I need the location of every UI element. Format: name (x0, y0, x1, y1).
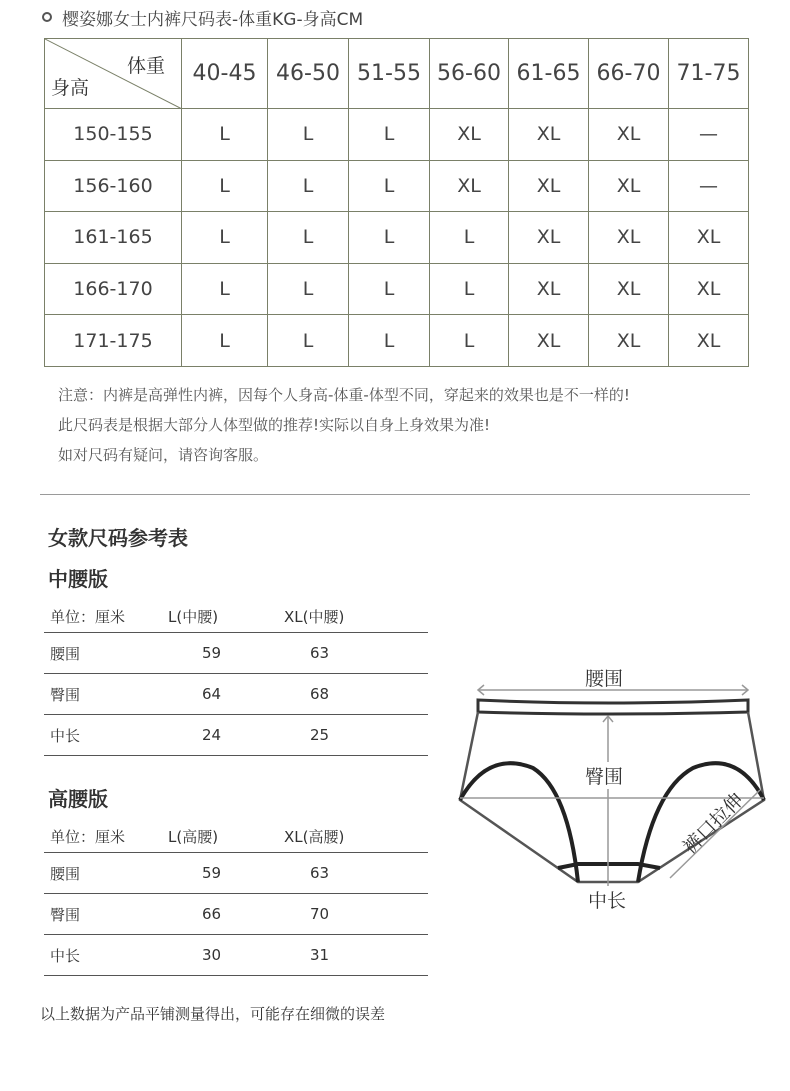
note-line: 如对尺码有疑问，请咨询客服。 (58, 446, 269, 464)
size-cell: XL (509, 315, 589, 367)
measure-value: 63 (284, 633, 428, 674)
note-line: 注意：内裤是高弹性内裤，因每个人身高-体重-体型不同，穿起来的效果也是不一样的! (58, 386, 630, 404)
size-cell: L (349, 315, 430, 367)
table-row (44, 674, 428, 715)
hip-label: 臀围 (585, 762, 623, 789)
size-cell: XL (589, 315, 669, 367)
size-grid-row (45, 212, 749, 264)
section-title: 女款尺码参考表 (48, 526, 188, 550)
size-cell: L (268, 160, 349, 212)
measure-value: 64 (168, 674, 284, 715)
waist-label: 腰围 (585, 668, 624, 690)
size-cell: L (182, 212, 268, 264)
size-cell: L (182, 109, 268, 161)
size-cell: L (349, 160, 430, 212)
size-cell: XL (589, 212, 669, 264)
height-range: 150-155 (45, 109, 182, 161)
height-range: 166-170 (45, 263, 182, 315)
column-header: XL(高腰) (284, 820, 428, 853)
size-cell: XL (669, 315, 749, 367)
measure-label: 腰围 (44, 633, 168, 674)
height-range: 161-165 (45, 212, 182, 264)
section-divider (40, 494, 750, 495)
size-cell: XL (430, 109, 509, 161)
measure-value: 25 (284, 715, 428, 756)
measure-value: 24 (168, 715, 284, 756)
bullet-circle-icon (42, 12, 52, 22)
size-cell: L (268, 109, 349, 161)
mid-rise-table (44, 600, 428, 756)
size-cell: L (349, 109, 430, 161)
size-cell: XL (509, 263, 589, 315)
size-cell: — (669, 160, 749, 212)
size-cell: L (349, 263, 430, 315)
measure-value: 63 (284, 853, 428, 894)
weight-range: 56-60 (430, 39, 509, 109)
size-cell: XL (589, 109, 669, 161)
size-grid-row (45, 263, 749, 315)
unit-header: 单位：厘米 (44, 600, 168, 633)
mid-rise-title: 中腰版 (48, 567, 108, 591)
column-header: XL(中腰) (284, 600, 428, 633)
weight-range: 40-45 (182, 39, 268, 109)
high-rise-title: 高腰版 (48, 787, 108, 811)
size-grid (44, 38, 749, 367)
measure-value: 68 (284, 674, 428, 715)
size-cell: XL (430, 160, 509, 212)
size-grid-header-row (45, 39, 749, 109)
measure-value: 59 (168, 853, 284, 894)
size-cell: L (430, 315, 509, 367)
measure-value: 59 (168, 633, 284, 674)
note-line: 此尺码表是根据大部分人体型做的推荐!实际以自身上身效果为准! (58, 416, 491, 434)
size-grid-row (45, 109, 749, 161)
size-cell: XL (589, 263, 669, 315)
measure-label: 臀围 (44, 894, 168, 935)
weight-range: 46-50 (268, 39, 349, 109)
table-row (44, 935, 428, 976)
length-label: 中长 (588, 886, 626, 913)
size-cell: XL (669, 212, 749, 264)
size-cell: L (182, 160, 268, 212)
size-cell: L (349, 212, 430, 264)
weight-range: 51-55 (349, 39, 430, 109)
measure-label: 臀围 (44, 674, 168, 715)
high-rise-table (44, 820, 428, 976)
measure-value: 70 (284, 894, 428, 935)
size-cell: L (268, 212, 349, 264)
column-header: L(中腰) (168, 600, 284, 633)
size-cell: — (669, 109, 749, 161)
title-row (42, 6, 363, 28)
measure-label: 中长 (44, 715, 168, 756)
size-cell: L (182, 263, 268, 315)
size-cell: XL (509, 160, 589, 212)
weight-range: 66-70 (589, 39, 669, 109)
corner-cell (45, 39, 182, 109)
table-row (44, 894, 428, 935)
table-row (44, 715, 428, 756)
leg-stretch-label: 裤口拉伸 (678, 789, 749, 859)
weight-range: 71-75 (669, 39, 749, 109)
height-range: 156-160 (45, 160, 182, 212)
size-cell: L (268, 315, 349, 367)
page-title: 樱姿娜女士内裤尺码表-体重KG-身高CM (62, 9, 364, 30)
size-cell: XL (509, 212, 589, 264)
height-axis-label: 身高 (51, 77, 90, 99)
size-cell: L (268, 263, 349, 315)
size-cell: XL (669, 263, 749, 315)
measure-label: 中长 (44, 935, 168, 976)
measure-value: 66 (168, 894, 284, 935)
weight-axis-label: 体重 (126, 55, 165, 77)
size-grid-row (45, 160, 749, 212)
size-grid-row (45, 315, 749, 367)
size-cell: XL (509, 109, 589, 161)
measure-value: 30 (168, 935, 284, 976)
table-header-row (44, 600, 428, 633)
height-range: 171-175 (45, 315, 182, 367)
footer-note: 以上数据为产品平铺测量得出，可能存在细微的误差 (40, 1005, 386, 1023)
column-header: L(高腰) (168, 820, 284, 853)
table-row (44, 853, 428, 894)
measurement-diagram (448, 650, 778, 920)
weight-range: 61-65 (509, 39, 589, 109)
measure-value: 31 (284, 935, 428, 976)
size-cell: L (430, 212, 509, 264)
size-cell: L (430, 263, 509, 315)
unit-header: 单位：厘米 (44, 820, 168, 853)
table-row (44, 633, 428, 674)
size-cell: L (182, 315, 268, 367)
size-cell: XL (589, 160, 669, 212)
measure-label: 腰围 (44, 853, 168, 894)
table-header-row (44, 820, 428, 853)
